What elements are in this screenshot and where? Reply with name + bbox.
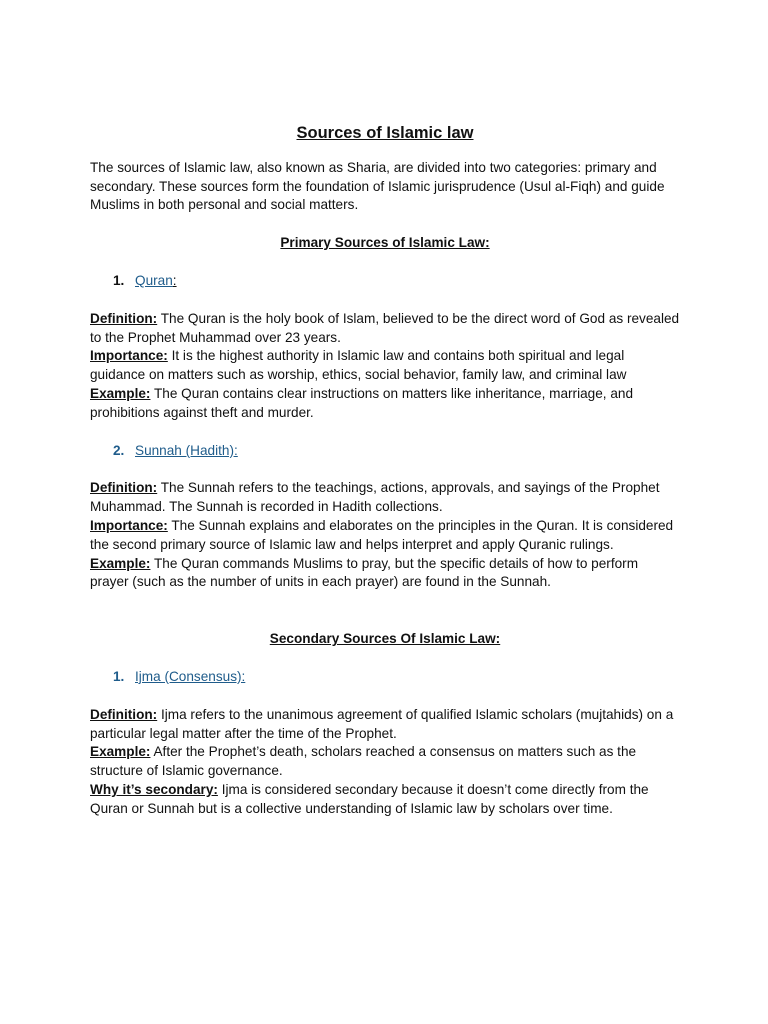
definition-label: Definition: [90,310,158,326]
definition-text: Ijma refers to the unanimous agreement of qualified Islamic scholars (mujtahids) on a particular legal matter after the time of the Prophet. [90,706,674,741]
example-text: The Quran contains clear instructions on matters like inheritance, marriage, and prohibitions against theft and murder. [90,385,634,420]
quran-example [90,385,680,423]
list-number: 2. [113,442,125,458]
importance-label: Importance: [90,517,168,533]
quran-importance [90,347,680,385]
sunnah-link[interactable]: Sunnah (Hadith): [135,442,238,458]
importance-text: It is the highest authority in Islamic law and contains both spiritual and legal guidance on matters such as worship, ethics, social behavior, family law, and criminal law [90,348,627,383]
list-item-quran [90,272,680,291]
quran-colon: : [172,272,177,288]
example-label: Example: [90,555,151,571]
sunnah-importance [90,517,680,555]
list-number: 1. [113,668,125,684]
list-item-sunnah [90,442,680,461]
why-secondary-text: Ijma is considered secondary because it doesn’t come directly from the Quran or Sunnah but is a collective understanding of Islamic law by scholars over time. [90,781,649,816]
ijma-link[interactable]: Ijma (Consensus): [135,668,246,684]
definition-text: The Quran is the holy book of Islam, believed to be the direct word of God as revealed to the Prophet Muhammad over 23 years. [90,310,680,345]
intro-paragraph: The sources of Islamic law, also known as Sharia, are divided into two categories: primary and secondary. These sources form the foundation of Islamic jurisprudence (Usul al-Fiqh) and guide Muslims in both personal and social matters. [90,159,665,213]
definition-text: The Sunnah refers to the teachings, actions, approvals, and sayings of the Prophet Muhammad. The Sunnah is recorded in Hadith collections. [90,480,660,515]
sunnah-definition [90,479,680,517]
list-number: 1. [113,272,125,288]
primary-sources-heading: Primary Sources of Islamic Law: [280,235,490,251]
why-secondary-label: Why it’s secondary: [90,781,218,797]
example-label: Example: [90,385,151,401]
definition-label: Definition: [90,706,158,722]
ijma-definition [90,706,680,744]
importance-label: Importance: [90,348,168,364]
page-title: Sources of Islamic law [296,124,474,142]
quran-link[interactable]: Quran [135,272,173,288]
ijma-example [90,743,680,781]
sunnah-example [90,555,680,593]
definition-label: Definition: [90,480,158,496]
importance-text: The Sunnah explains and elaborates on the principles in the Quran. It is considered the second primary source of Islamic law and helps interpret and apply Quranic rulings. [90,517,674,552]
quran-definition [90,310,680,348]
secondary-sources-heading: Secondary Sources Of Islamic Law: [269,631,501,647]
example-text: After the Prophet’s death, scholars reached a consensus on matters such as the structure of Islamic governance. [90,744,637,779]
ijma-why-secondary [90,781,680,819]
example-label: Example: [90,744,151,760]
example-text: The Quran commands Muslims to pray, but the specific details of how to perform prayer (such as the number of units in each prayer) are found in the Sunnah. [90,555,639,590]
list-item-ijma [90,668,680,687]
document-body [90,124,680,819]
